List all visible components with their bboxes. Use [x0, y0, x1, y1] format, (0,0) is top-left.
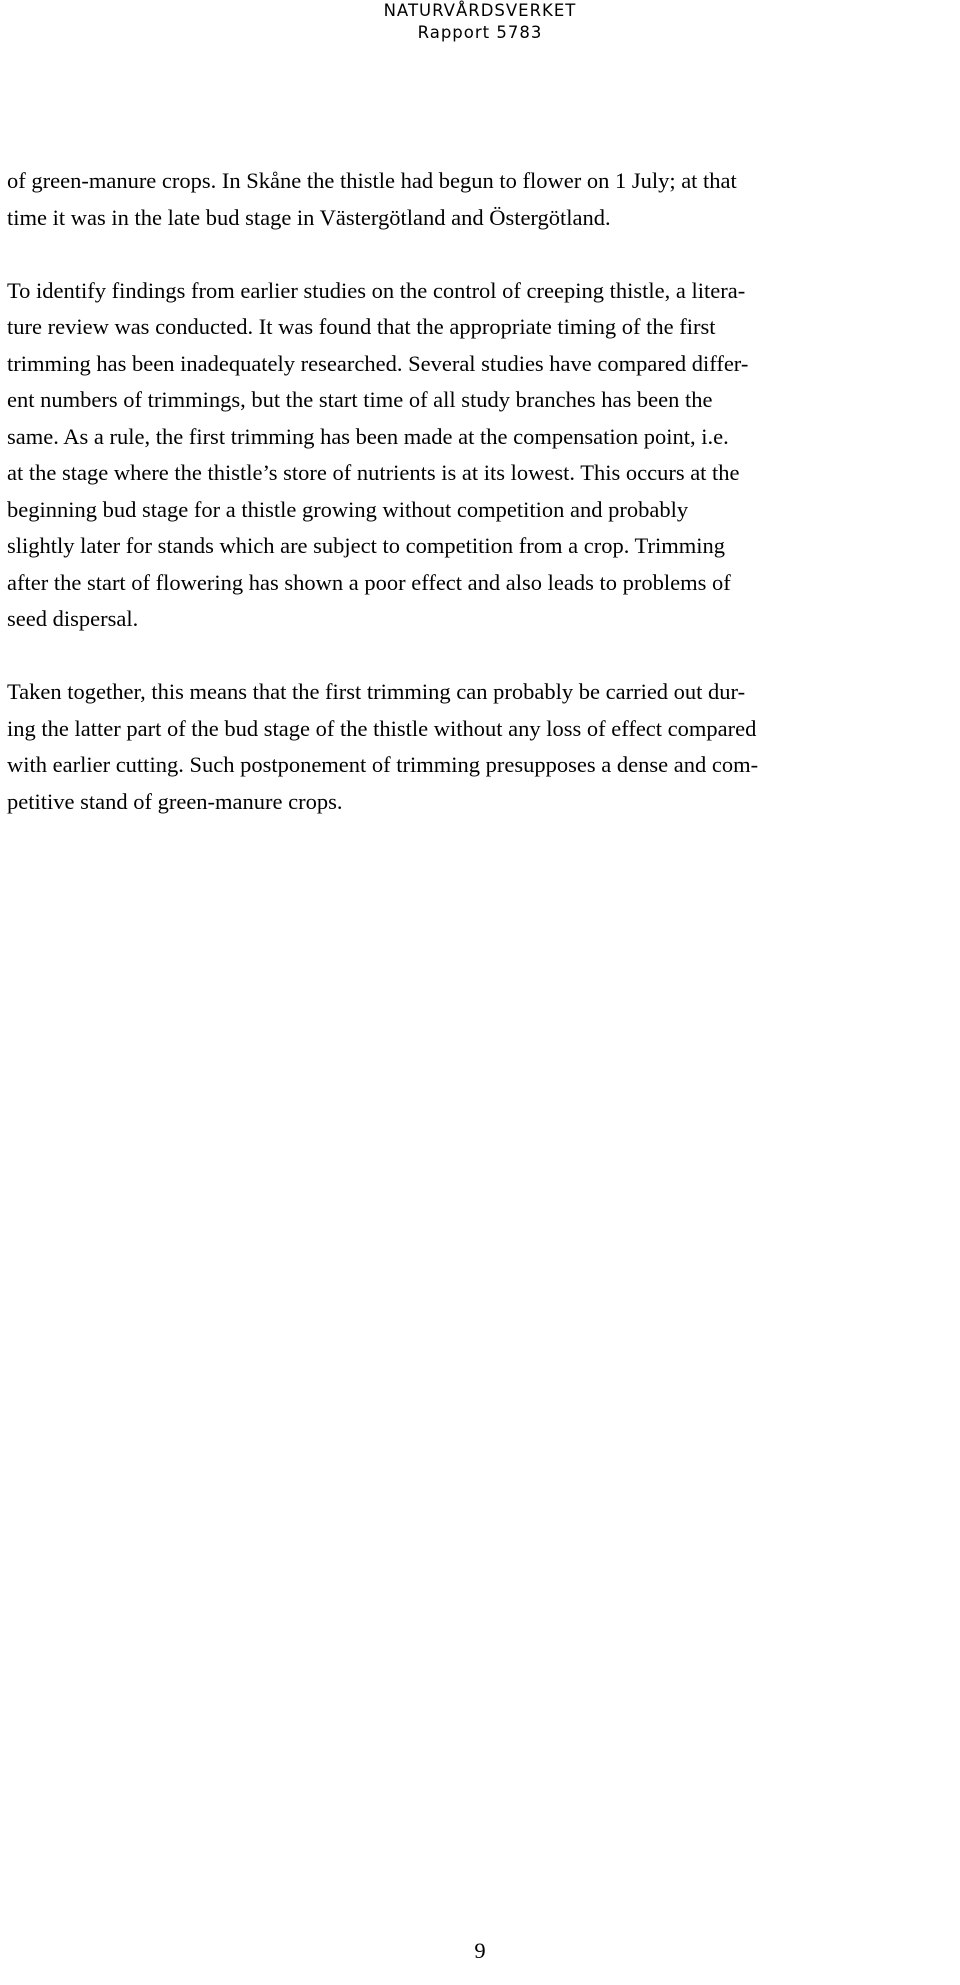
text-line: ing the latter part of the bud stage of the thistle without any loss of effect compared [7, 715, 757, 741]
text-line: Taken together, this means that the first trimming can probably be carried out dur- [7, 679, 746, 704]
page-header [0, 0, 960, 44]
text-line: ture review was conducted. It was found that the appropriate timing of the first [7, 314, 716, 339]
text-line: at the stage where the thistle’s store of nutrients is at its lowest. This occurs at the [7, 460, 740, 485]
text-line: with earlier cutting. Such postponement of trimming presupposes a dense and com- [7, 752, 759, 777]
text-line: To identify findings from earlier studies on the control of creeping thistle, a litera- [7, 277, 746, 303]
text-line: seed dispersal. [7, 606, 139, 631]
body-text [7, 163, 952, 857]
paragraph-3 [7, 674, 952, 820]
text-line: slightly later for stands which are subject to competition from a crop. Trimming [7, 533, 726, 558]
paragraph-1 [7, 163, 952, 236]
paragraph-2 [7, 273, 952, 638]
page-number: 9 [474, 1938, 486, 1963]
text-line: after the start of flowering has shown a poor effect and also leads to problems of [7, 569, 731, 595]
text-line: petitive stand of green-manure crops. [7, 788, 343, 814]
text-line: trimming has been inadequately researched. Several studies have compared differ- [7, 350, 749, 376]
text-line: same. As a rule, the first trimming has been made at the compensation point, i.e. [7, 423, 729, 449]
text-line: beginning bud stage for a thistle growing without competition and probably [7, 496, 689, 522]
text-line: time it was in the late bud stage in Västergötland and Östergötland. [7, 204, 611, 230]
agency-name: NATURVÅRDSVERKET [383, 1, 577, 20]
text-line: ent numbers of trimmings, but the start time of all study branches has been the [7, 387, 713, 412]
text-line: of green-manure crops. In Skåne the thistle had begun to flower on 1 July; at that [7, 168, 737, 193]
report-number: Rapport 5783 [417, 23, 543, 42]
